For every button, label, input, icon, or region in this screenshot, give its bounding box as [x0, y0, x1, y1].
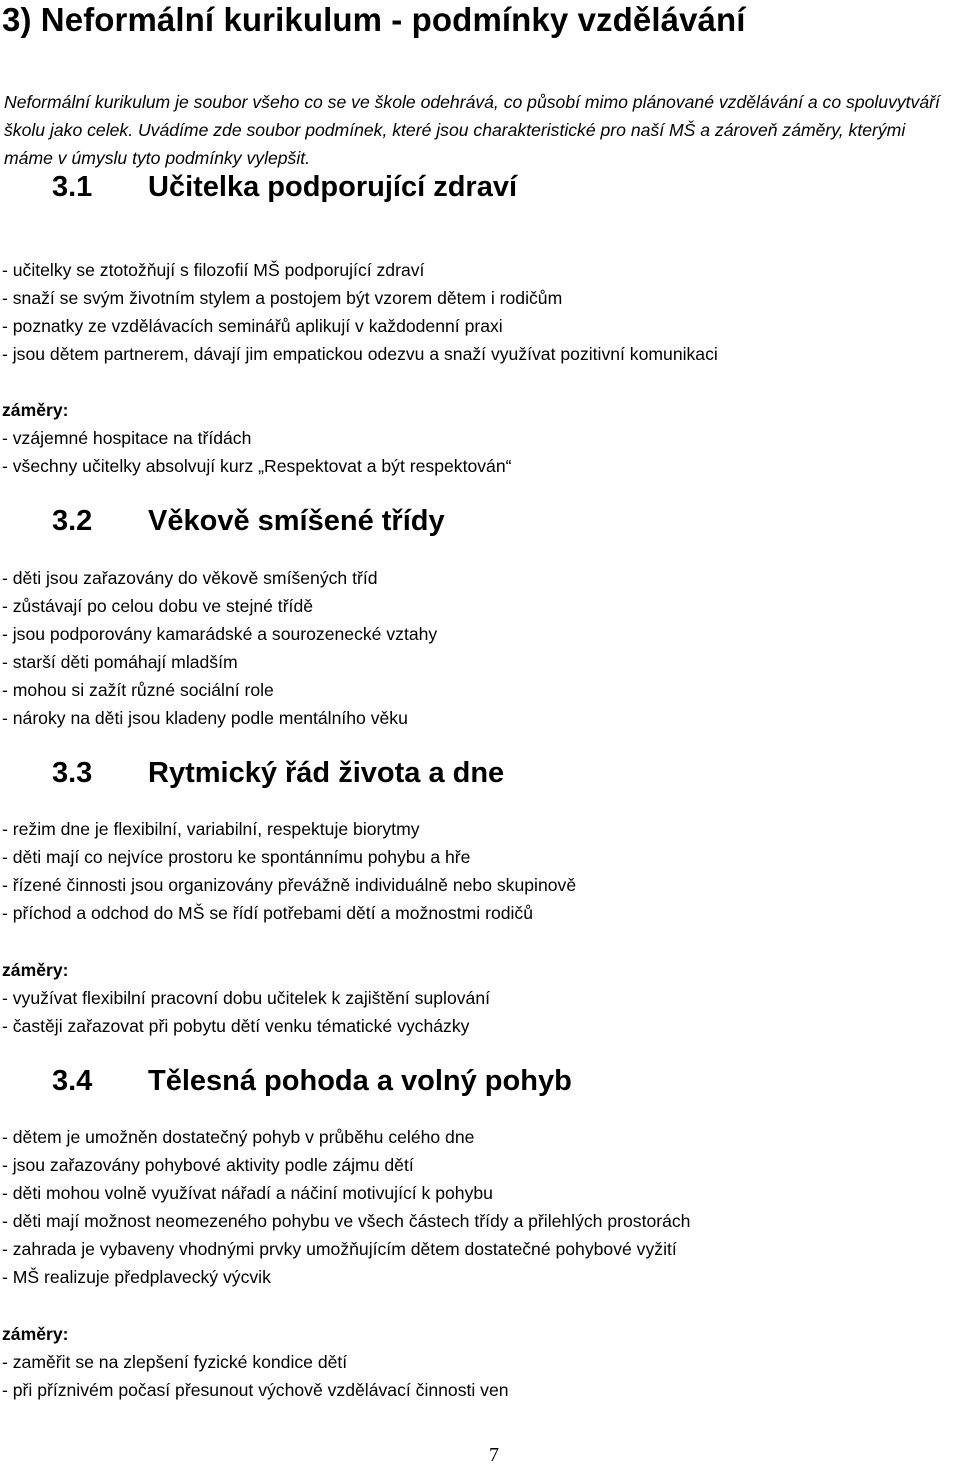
- section-heading-3-2: [52, 504, 445, 538]
- list-item: - dětem je umožněn dostatečný pohyb v průběhu celého dne: [2, 1127, 475, 1147]
- list-item: - děti mohou volně využívat nářadí a náčiní motivující k pohybu: [2, 1183, 493, 1203]
- section-title: Tělesná pohoda a volný pohyb: [148, 1065, 572, 1097]
- list-item: - při příznivém počasí přesunout výchově vzdělávací činnosti ven: [2, 1380, 509, 1400]
- list-item: - řízené činnosti jsou organizovány převážně individuálně nebo skupinově: [2, 875, 577, 895]
- section-number: 3.4: [52, 1065, 93, 1097]
- zamery-label: záměry:: [2, 960, 69, 980]
- list-item: - jsou dětem partnerem, dávají jim empatickou odezvu a snaží využívat pozitivní komunikaci: [2, 344, 718, 364]
- section-number: 3.1: [52, 171, 93, 203]
- list-item: - všechny učitelky absolvují kurz „Respektovat a být respektován“: [2, 456, 512, 476]
- list-item: - častěji zařazovat při pobytu dětí venku tématické vycházky: [2, 1016, 470, 1036]
- list-item: - MŠ realizuje předplavecký výcvik: [2, 1267, 271, 1287]
- zamery-label: záměry:: [2, 1324, 69, 1344]
- list-item: - zaměřit se na zlepšení fyzické kondice dětí: [2, 1352, 348, 1372]
- section-title: Rytmický řád života a dne: [148, 757, 505, 789]
- section-3-3-list: [2, 815, 576, 927]
- page-number: 7: [489, 1444, 499, 1466]
- list-item: - jsou podporovány kamarádské a sourozenecké vztahy: [2, 624, 438, 644]
- section-heading-3-1: [52, 170, 517, 204]
- section-3-1-zamery-list: [2, 424, 511, 480]
- section-3-3-zamery-list: [2, 984, 490, 1040]
- page-title: 3) Neformální kurikulum - podmínky vzdělávání: [2, 1, 746, 38]
- list-item: - snaží se svým životním stylem a postojem být vzorem dětem i rodičům: [2, 288, 563, 308]
- list-item: - jsou zařazovány pohybové aktivity podle zájmu dětí: [2, 1155, 414, 1175]
- list-item: - příchod a odchod do MŠ se řídí potřebami dětí a možnostmi rodičů: [2, 903, 534, 923]
- list-item: - mohou si zažít různé sociální role: [2, 680, 274, 700]
- list-item: - děti mají co nejvíce prostoru ke spontánnímu pohybu a hře: [2, 847, 471, 867]
- list-item: - využívat flexibilní pracovní dobu učitelek k zajištění suplování: [2, 988, 490, 1008]
- section-title: Učitelka podporující zdraví: [148, 171, 518, 203]
- list-item: - poznatky ze vzdělávacích seminářů aplikují v každodenní praxi: [2, 316, 503, 336]
- section-title: Věkově smíšené třídy: [148, 505, 445, 537]
- section-3-4-zamery-list: [2, 1348, 509, 1404]
- zamery-label: záměry:: [2, 400, 69, 420]
- list-item: - nároky na děti jsou kladeny podle mentálního věku: [2, 708, 408, 728]
- section-3-1-list: [2, 256, 718, 368]
- section-heading-3-4: [52, 1064, 572, 1098]
- section-heading-3-3: [52, 756, 504, 790]
- section-3-4-list: [2, 1123, 690, 1291]
- intro-paragraph: Neformální kurikulum je soubor všeho co se ve škole odehrává, co působí mimo plánované vzdělávání a co spoluvytváří školu jako celek. Uvádíme zde soubor podmínek, které jsou charakteristické pro naší MŠ a zároveň záměry, kterými máme v úmyslu tyto podmínky vylepšit.: [4, 92, 940, 168]
- list-item: - děti mají možnost neomezeného pohybu ve všech částech třídy a přilehlých prostorách: [2, 1211, 691, 1231]
- list-item: - učitelky se ztotožňují s filozofií MŠ podporující zdraví: [2, 260, 425, 280]
- section-3-2-list: [2, 564, 437, 732]
- list-item: - starší děti pomáhají mladším: [2, 652, 238, 672]
- section-number: 3.2: [52, 505, 93, 537]
- list-item: - režim dne je flexibilní, variabilní, respektuje biorytmy: [2, 819, 420, 839]
- list-item: - zahrada je vybaveny vhodnými prvky umožňujícím dětem dostatečné pohybové vyžití: [2, 1239, 677, 1259]
- list-item: - zůstávají po celou dobu ve stejné třídě: [2, 596, 314, 616]
- list-item: - vzájemné hospitace na třídách: [2, 428, 252, 448]
- section-number: 3.3: [52, 757, 93, 789]
- list-item: - děti jsou zařazovány do věkově smíšených tříd: [2, 568, 378, 588]
